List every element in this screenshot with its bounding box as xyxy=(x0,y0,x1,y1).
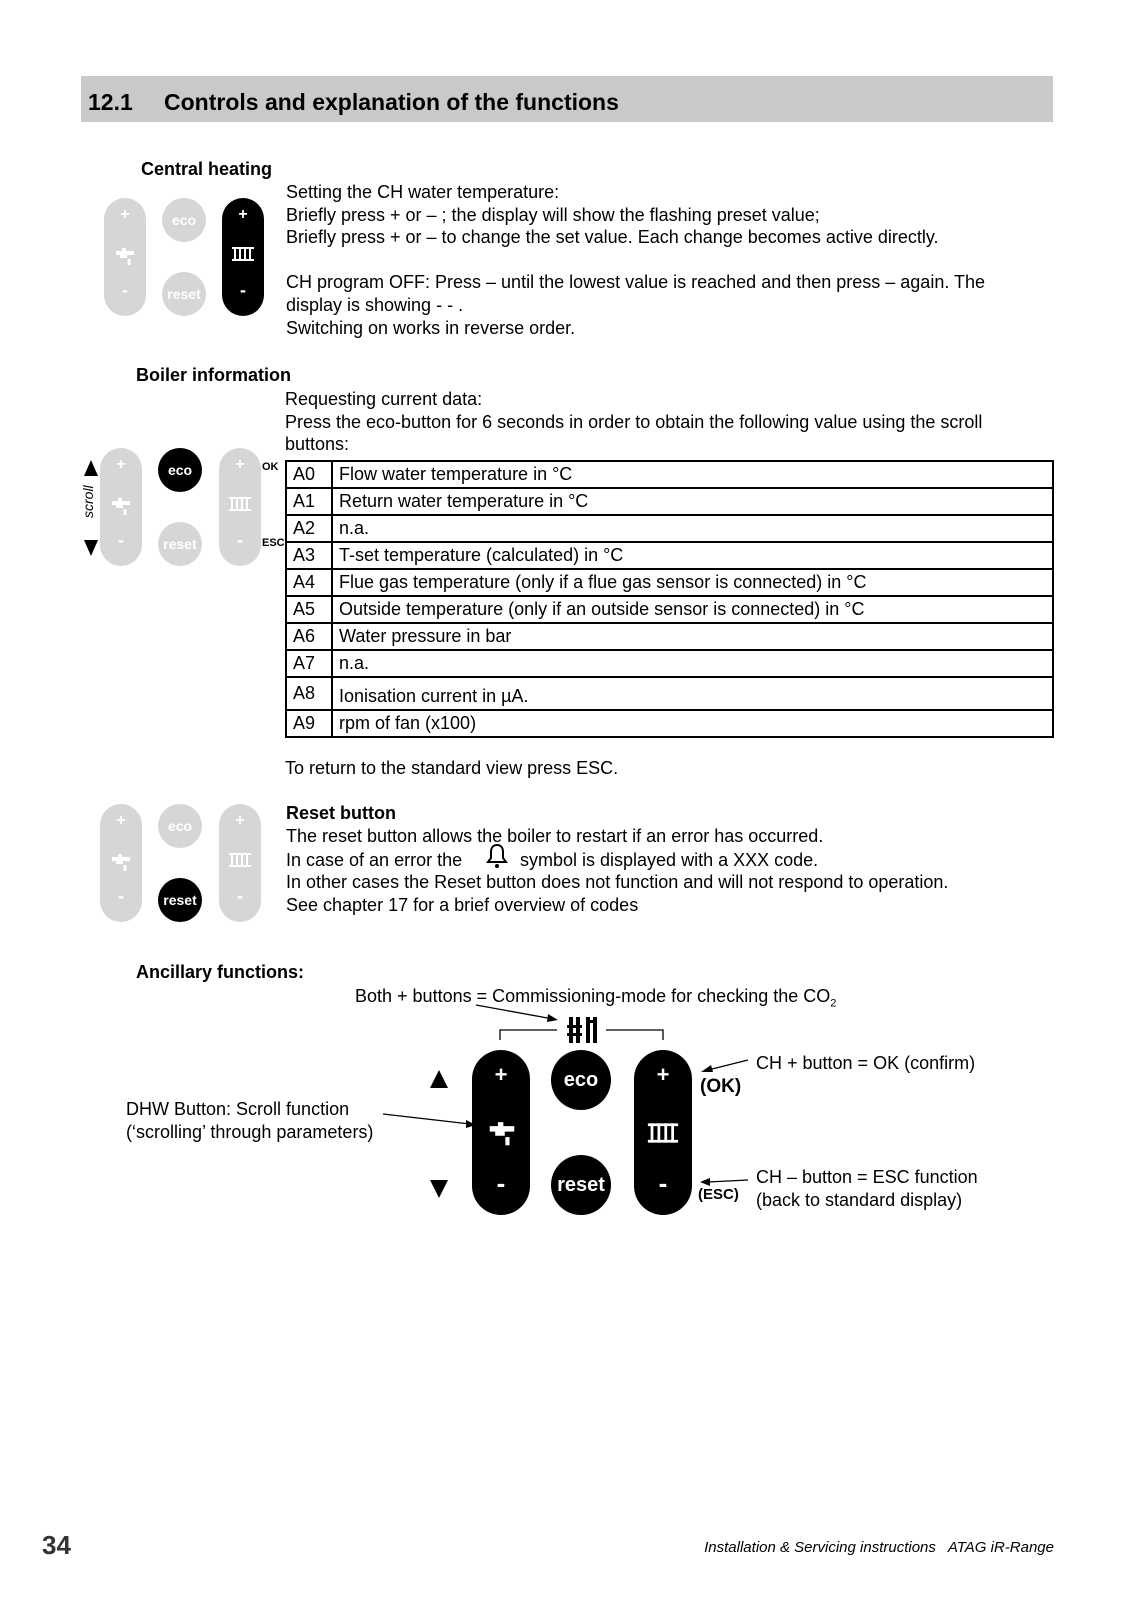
co2-subscript: 2 xyxy=(830,997,837,1010)
code-cell: A1 xyxy=(286,488,332,515)
desc-cell: T-set temperature (calculated) in °C xyxy=(332,542,1053,569)
code-cell: A0 xyxy=(286,461,332,488)
ch-plus-icon: + xyxy=(235,456,245,473)
dhw-plus-icon: + xyxy=(116,812,126,829)
code-cell: A9 xyxy=(286,710,332,737)
desc-cell: Flow water temperature in °C xyxy=(332,461,1053,488)
ch-line: Briefly press + or – ; the display will show the flashing preset value; xyxy=(286,204,820,225)
code-cell: A3 xyxy=(286,542,332,569)
scroll-up-arrow-icon xyxy=(430,1070,448,1088)
dhw-minus-icon: - xyxy=(118,886,124,906)
ok-tag: (OK) xyxy=(700,1076,742,1097)
ch-minus-icon: - xyxy=(237,886,243,906)
desc-cell: n.a. xyxy=(332,515,1053,542)
reset-button[interactable]: reset xyxy=(158,522,202,566)
reset-line-1: The reset button allows the boiler to restart if an error has occurred. xyxy=(286,826,824,846)
intro-line: buttons: xyxy=(285,434,350,455)
intro-line: Requesting current data: xyxy=(285,389,483,409)
dhw-minus-icon: - xyxy=(118,530,124,550)
reset-line-2a: In case of an error the xyxy=(286,850,463,870)
desc-cell: Ionisation current in µA. xyxy=(332,677,1053,710)
scroll-down-arrow-icon xyxy=(430,1180,448,1198)
reset-button[interactable]: reset xyxy=(162,272,206,316)
commissioning-icon xyxy=(567,1015,601,1045)
ch-plus-note: CH + button = OK (confirm) xyxy=(756,1053,976,1073)
desc-cell: n.a. xyxy=(332,650,1053,677)
ch-line: Switching on works in reverse order. xyxy=(286,317,576,338)
ok-label: OK xyxy=(262,461,279,473)
desc-cell: Return water temperature in °C xyxy=(332,488,1053,515)
desc-cell: Water pressure in bar xyxy=(332,623,1053,650)
scroll-label: scroll xyxy=(80,485,96,518)
ch-minus-icon: - xyxy=(240,280,246,300)
both-plus-label: Both + buttons = Commissioning-mode for checking the CO xyxy=(355,986,831,1006)
eco-button[interactable]: eco xyxy=(551,1050,611,1110)
dhw-minus-icon: - xyxy=(122,280,128,300)
reset-heading: Reset button xyxy=(286,803,396,823)
tap-icon xyxy=(484,1118,520,1148)
ch-minus-icon: - xyxy=(237,530,243,550)
ch-plus-icon: + xyxy=(656,1062,670,1087)
reset-line-4: See chapter 17 for a brief overview of codes xyxy=(286,895,639,915)
dhw-minus-icon: - xyxy=(496,1168,506,1198)
dhw-plus-icon: + xyxy=(116,456,126,473)
reset-button[interactable]: reset xyxy=(158,878,202,922)
desc-cell: rpm of fan (x100) xyxy=(332,710,1053,737)
ancillary-heading: Ancillary functions: xyxy=(136,962,305,982)
esc-tag: (ESC) xyxy=(698,1186,739,1203)
ch-minus-note-line-1: CH – button = ESC function xyxy=(756,1167,978,1187)
code-cell: A7 xyxy=(286,650,332,677)
ch-line: Setting the CH water temperature: xyxy=(286,182,560,202)
section-number: 12.1 xyxy=(88,89,133,115)
ch-plus-icon: + xyxy=(235,812,245,829)
boiler-info-outro: To return to the standard view press ESC. xyxy=(285,758,619,778)
ch-line: display is showing - - . xyxy=(286,294,464,315)
code-cell: A5 xyxy=(286,596,332,623)
desc-cell: Outside temperature (only if an outside sensor is connected) in °C xyxy=(332,596,1053,623)
eco-button[interactable]: eco xyxy=(158,448,202,492)
dhw-note-line-1: DHW Button: Scroll function xyxy=(126,1099,350,1119)
intro-line: Press the eco-button for 6 seconds in order to obtain the following value using the scroll xyxy=(285,411,983,432)
code-cell: A8 xyxy=(286,677,332,710)
footer-text: Installation & Servicing instructions ATAG iR-Range xyxy=(704,1539,1054,1556)
code-cell: A2 xyxy=(286,515,332,542)
ch-minus-icon: - xyxy=(658,1168,668,1198)
eco-button[interactable]: eco xyxy=(158,804,202,848)
esc-label: ESC xyxy=(262,537,285,549)
reset-line-3: In other cases the Reset button does not function and will not respond to operation. xyxy=(286,872,949,892)
section-title: Controls and explanation of the functions xyxy=(164,89,619,115)
radiator-icon xyxy=(647,1122,679,1144)
ch-line: CH program OFF: Press – until the lowest value is reached and then press – again. The xyxy=(286,272,986,293)
central-heating-heading: Central heating xyxy=(141,159,273,179)
reset-button[interactable]: reset xyxy=(551,1155,611,1215)
desc-cell: Flue gas temperature (only if a flue gas sensor is connected) in °C xyxy=(332,569,1053,596)
ch-plus-icon: + xyxy=(238,206,248,223)
dhw-plus-icon: + xyxy=(120,206,130,223)
dhw-pill xyxy=(472,1050,530,1215)
ch-pill xyxy=(634,1050,692,1215)
ch-line: Briefly press + or – to change the set value. Each change becomes active directly. xyxy=(286,227,939,248)
boiler-info-heading: Boiler information xyxy=(136,365,292,385)
dhw-note-line-2: (‘scrolling’ through parameters) xyxy=(126,1122,374,1142)
code-cell: A6 xyxy=(286,623,332,650)
reset-line-2b: symbol is displayed with a XXX code. xyxy=(520,850,819,870)
eco-button[interactable]: eco xyxy=(162,198,206,242)
code-cell: A4 xyxy=(286,569,332,596)
page-number: 34 xyxy=(42,1530,71,1560)
ch-minus-note-line-2: (back to standard display) xyxy=(756,1190,963,1210)
dhw-plus-icon: + xyxy=(494,1062,508,1087)
